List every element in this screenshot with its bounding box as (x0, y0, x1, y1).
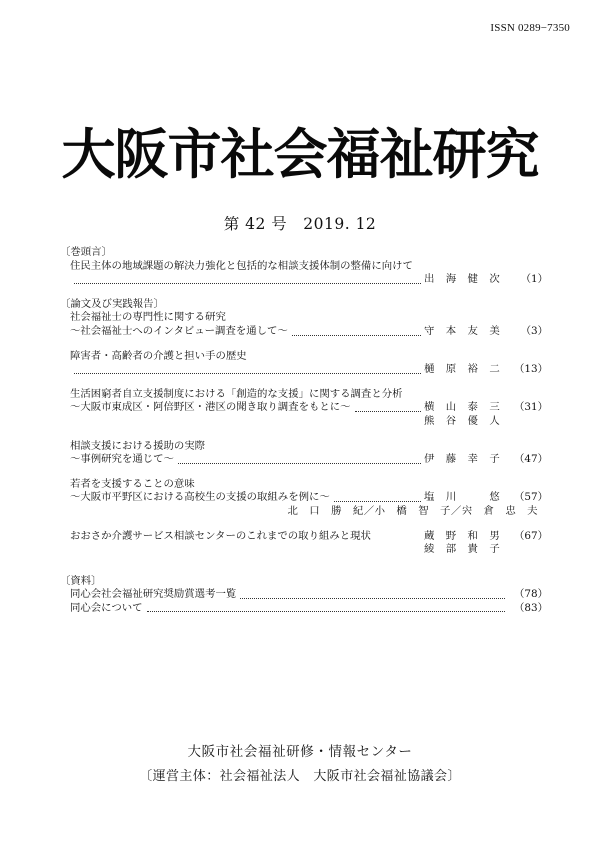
issue-number: 第 42 号 2019. 12 (223, 215, 377, 233)
toc-entry[interactable] (70, 602, 548, 616)
entry-coauthors: 北 口 勝 紀／小 橋 智 子／宍 倉 忠 夫 (287, 504, 538, 517)
entry-author: 樋 原 裕 二 (424, 363, 501, 376)
entry-title: 相談支援における援助の実際 (70, 439, 206, 452)
publisher-name: 大阪市社会福祉研修・情報センター (187, 744, 413, 760)
entry-title: 障害者・高齢者の介護と担い手の歴史 (70, 349, 247, 362)
leader-dots (240, 598, 505, 599)
toc-entry[interactable] (70, 478, 548, 519)
entry-page: （3） (520, 324, 548, 337)
toc-entry[interactable] (70, 388, 548, 429)
leader-dots (74, 373, 421, 374)
entry-coauthor: 綾 部 貴 子 (424, 543, 501, 556)
section-heading: 〔論文及び実践報告〕 (60, 297, 164, 310)
leader-dots (355, 411, 421, 412)
entry-subtitle: 〜大阪市平野区における高校生の支援の取組みを例に〜 (70, 491, 330, 504)
entry-author: 出 海 健 次 (424, 273, 501, 286)
entry-title: 同心会について (70, 601, 143, 614)
entry-page: （13） (513, 363, 548, 376)
entry-author: 伊 藤 幸 子 (424, 453, 501, 466)
leader-dots (292, 335, 421, 336)
entry-subtitle: 〜事例研究を通じて〜 (70, 453, 174, 466)
entry-title: 社会福祉士の専門性に関する研究 (70, 311, 226, 324)
entry-page: （78） (513, 588, 548, 601)
toc-entry[interactable] (70, 530, 548, 557)
leader-dots (178, 463, 421, 464)
leader-dots (334, 501, 421, 502)
entry-title: おおさか介護サービス相談センターのこれまでの取り組みと現状 (70, 529, 371, 542)
section-heading: 〔巻頭言〕 (60, 246, 112, 258)
toc-entry[interactable] (70, 350, 548, 377)
entry-page: （31） (513, 401, 548, 414)
entry-subtitle: 〜社会福祉士へのインタビュー調査を通して〜 (70, 324, 288, 337)
entry-author: 守 本 友 美 (424, 324, 501, 337)
entry-author: 蔵 野 和 男 (424, 529, 501, 542)
toc-section-materials (60, 575, 548, 616)
entry-subtitle: 〜大阪市東成区・阿倍野区・港区の聞き取り調査をもとに〜 (70, 401, 351, 414)
toc-section-papers (60, 298, 548, 557)
toc-section-foreword (60, 246, 548, 287)
entry-page: （47） (513, 453, 548, 466)
publisher-operator: 〔運営主体：社会福祉法人 大阪市社会福祉協議会〕 (139, 769, 461, 784)
entry-title: 生活困窮者自立支援制度における「創造的な支援」に関する調査と分析 (70, 387, 403, 400)
toc-entry[interactable] (70, 260, 548, 287)
issn-number: ISSN 0289−7350 (490, 22, 570, 34)
toc-entry[interactable] (70, 311, 548, 338)
entry-page: （83） (513, 601, 548, 614)
entry-title: 同心会社会福祉研究奨励賞選考一覧 (70, 588, 237, 601)
entry-coauthor: 熊 谷 優 人 (424, 414, 501, 427)
leader-dots (74, 283, 421, 284)
entry-page: （67） (513, 529, 548, 542)
leader-dots (147, 611, 505, 612)
toc-entry[interactable] (70, 440, 548, 467)
entry-page: （57） (513, 491, 548, 504)
entry-title: 若者を支援することの意味 (70, 477, 195, 490)
entry-author: 塩 川 悠 (424, 491, 501, 504)
entry-page: （1） (520, 273, 548, 286)
entry-author: 横 山 泰 三 (424, 401, 501, 414)
entry-title: 住民主体の地域課題の解決力強化と包括的な相談支援体制の整備に向けて (70, 259, 413, 272)
journal-title: 大阪市社会福祉研究 (61, 123, 539, 186)
section-heading: 〔資料〕 (60, 574, 102, 587)
table-of-contents (60, 246, 548, 626)
toc-entry[interactable] (70, 588, 548, 602)
